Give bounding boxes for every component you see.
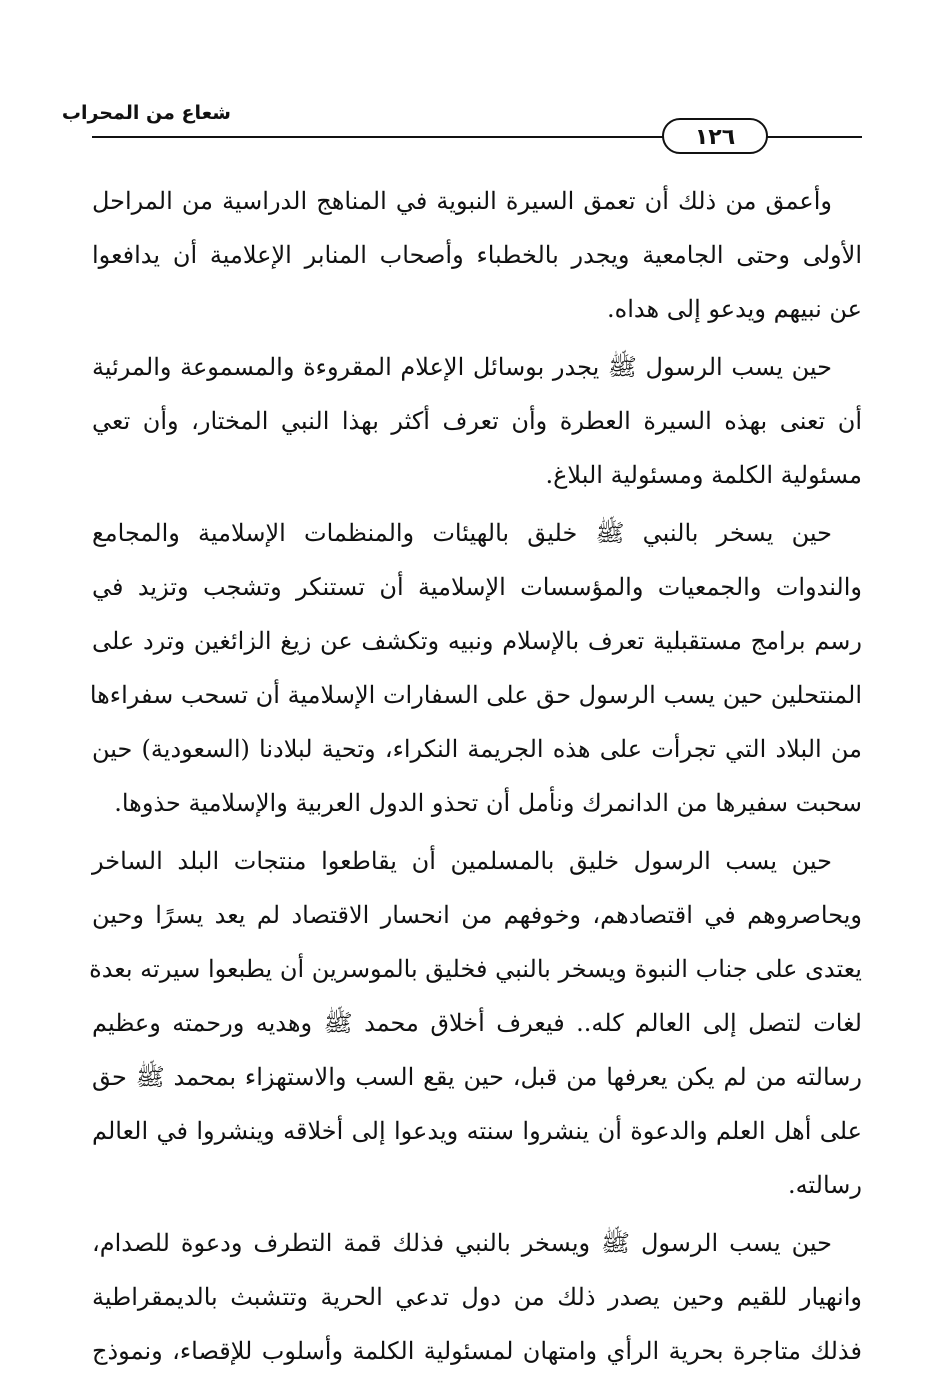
text-line: رسالته.: [787, 1171, 862, 1199]
text-line: يعتدى على جناب النبوة ويسخر بالنبي فخليق بالموسرين أن يطبعوا سيرته بعدة: [89, 955, 862, 983]
text-line: عن نبيهم ويدعو إلى هداه.: [607, 295, 862, 323]
text-line: حين يسب الرسول ﷺ ويسخر بالنبي فذلك قمة التطرف ودعوة للصدام،: [92, 1229, 832, 1257]
paragraph-3: [89, 506, 862, 830]
text-line: على أهل العلم والدعوة أن ينشروا سنته ويدعوا إلى أخلاقه وينشروا في العالم: [92, 1117, 862, 1145]
text-line: رسم برامج مستقبلية تعرف بالإسلام ونبيه وتكشف عن زيغ الزائغين وترد على: [92, 627, 862, 655]
text-line: من البلاد التي تجرأت على هذه الجريمة النكراء، وتحية لبلادنا (السعودية) حين: [92, 735, 862, 763]
text-line: سحبت سفيرها من الدانمرك ونأمل أن تحذو الدول العربية والإسلامية حذوها.: [114, 789, 862, 817]
paragraph-2: [92, 340, 862, 502]
text-line: مسئولية الكلمة ومسئولية البلاغ.: [545, 461, 862, 489]
body-text: [89, 174, 862, 1378]
paragraph-1: [92, 174, 862, 336]
text-line: ويحاصروهم في اقتصادهم، وخوفهم من انحسار الاقتصاد لم يعد يسرًا وحين: [92, 901, 862, 929]
text-line: لغات لتصل إلى العالم كله.. فيعرف أخلاق محمد ﷺ وهديه ورحمته وعظيم: [92, 1009, 862, 1037]
text-line: فذلك متاجرة بحرية الرأي وامتهان لمسئولية الكلمة وأسلوب للإقصاء، ونموذج: [92, 1337, 862, 1365]
page-number-badge: ١٢٦: [662, 118, 768, 154]
text-line: المنتحلين حين يسب الرسول حق على السفارات الإسلامية أن تسحب سفراءها: [89, 681, 862, 709]
text-line: حين يسب الرسول ﷺ يجدر بوسائل الإعلام المقروءة والمسموعة والمرئية: [92, 353, 832, 381]
text-line: رسالته من لم يكن يعرفها من قبل، حين يقع السب والاستهزاء بمحمد ﷺ حق: [92, 1063, 862, 1091]
text-line: حين يسب الرسول خليق بالمسلمين أن يقاطعوا منتجات البلد الساخر: [92, 847, 833, 875]
paragraph-4: [89, 834, 862, 1212]
text-line: وانهيار للقيم وحين يصدر ذلك من دول تدعي الحرية وتتشبث بالديمقراطية: [92, 1283, 862, 1311]
paragraph-5: [92, 1216, 862, 1378]
text-line: والندوات والجمعيات والمؤسسات الإسلامية أن تستنكر وتشجب وتزيد في: [92, 573, 862, 601]
running-header-title: شعاع من المحراب: [61, 102, 231, 124]
text-line: وأعمق من ذلك أن تعمق السيرة النبوية في المناهج الدراسية من المراحل: [92, 187, 832, 215]
text-line: حين يسخر بالنبي ﷺ خليق بالهيئات والمنظمات الإسلامية والمجامع: [92, 519, 832, 547]
text-line: الأولى وحتى الجامعية ويجدر بالخطباء وأصحاب المنابر الإعلامية أن يدافعوا: [92, 241, 862, 269]
text-line: أن تعنى بهذه السيرة العطرة وأن تعرف أكثر بهذا النبي المختار، وأن تعي: [92, 407, 862, 435]
